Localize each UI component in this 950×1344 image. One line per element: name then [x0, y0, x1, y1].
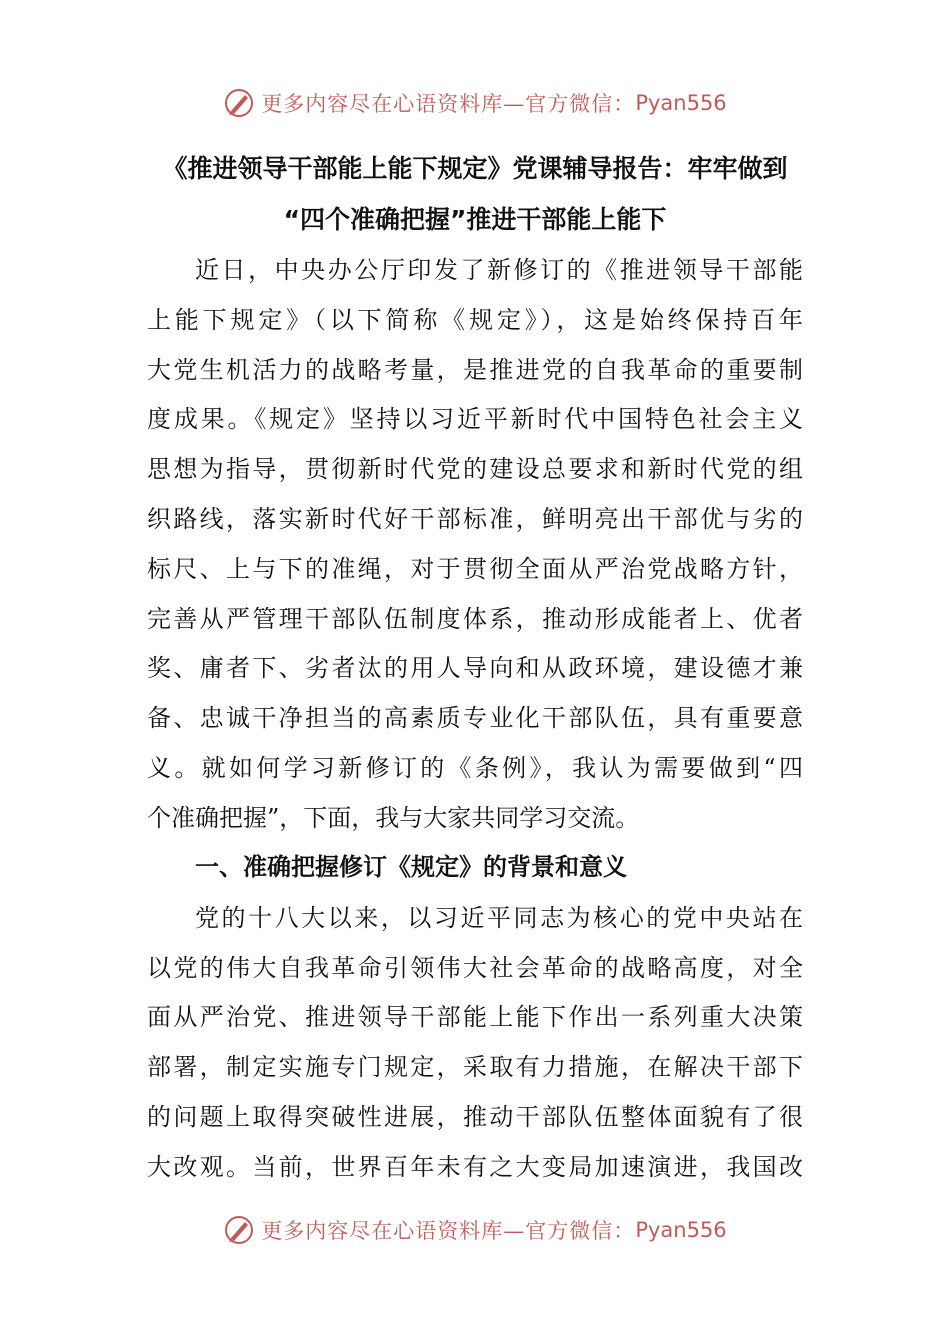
paragraph-line: 部署，制定实施专门规定，采取有力措施，在解决干部下	[147, 1053, 803, 1081]
watermark-wechat-id: Pyan556	[635, 1218, 727, 1242]
paragraph-line: 大党生机活力的战略考量，是推进党的自我革命的重要制	[147, 356, 803, 384]
paragraph-line: 上能下规定》（以下简称《规定》），这是始终保持百年	[147, 306, 803, 334]
section-heading: 一、准确把握修订《规定》的背景和意义	[195, 853, 627, 881]
paragraph-line: 思想为指导，贯彻新时代党的建设总要求和新时代党的组	[147, 455, 803, 483]
footer-watermark	[0, 1213, 950, 1247]
pen-logo-icon	[223, 87, 255, 119]
paragraph-line: 近日，中央办公厅印发了新修订的《推进领导干部能	[195, 256, 803, 284]
paragraph-line: 的问题上取得突破性进展，推动干部队伍整体面貌有了很	[147, 1103, 803, 1131]
paragraph-line: 面从严治党、推进领导干部能上能下作出一系列重大决策	[147, 1003, 803, 1031]
watermark-text: 更多内容尽在心语资料库—官方微信：	[261, 92, 636, 116]
paragraph-line: 标尺、上与下的准绳，对于贯彻全面从严治党战略方针，	[147, 555, 803, 583]
document-title-line-2: “四个准确把握”推进干部能上能下	[283, 205, 667, 234]
paragraph-line: 以党的伟大自我革命引领伟大社会革命的战略高度，对全	[147, 954, 803, 982]
watermark-wechat-id: Pyan556	[635, 91, 727, 115]
paragraph-line: 义。就如何学习新修订的《条例》，我认为需要做到“四	[147, 754, 803, 782]
paragraph-line: 大改观。当前，世界百年未有之大变局加速演进，我国改	[147, 1153, 803, 1181]
paragraph-line: 度成果。《规定》坚持以习近平新时代中国特色社会主义	[147, 405, 803, 433]
pen-logo-icon	[223, 1214, 255, 1246]
paragraph-line: 个准确把握”，下面，我与大家共同学习交流。	[147, 804, 640, 832]
watermark-text: 更多内容尽在心语资料库—官方微信：	[261, 1219, 636, 1243]
document-title-line-1: 《推进领导干部能上能下规定》党课辅导报告：牢牢做到	[162, 154, 788, 183]
paragraph-line: 备、忠诚干净担当的高素质专业化干部队伍，具有重要意	[147, 704, 803, 732]
paragraph-line: 织路线，落实新时代好干部标准，鲜明亮出干部优与劣的	[147, 505, 803, 533]
paragraph-line: 奖、庸者下、劣者汰的用人导向和从政环境，建设德才兼	[147, 654, 803, 682]
paragraph-line: 完善从严管理干部队伍制度体系，推动形成能者上、优者	[147, 605, 803, 633]
paragraph-line: 党的十八大以来，以习近平同志为核心的党中央站在	[195, 904, 803, 932]
header-watermark	[0, 86, 950, 120]
